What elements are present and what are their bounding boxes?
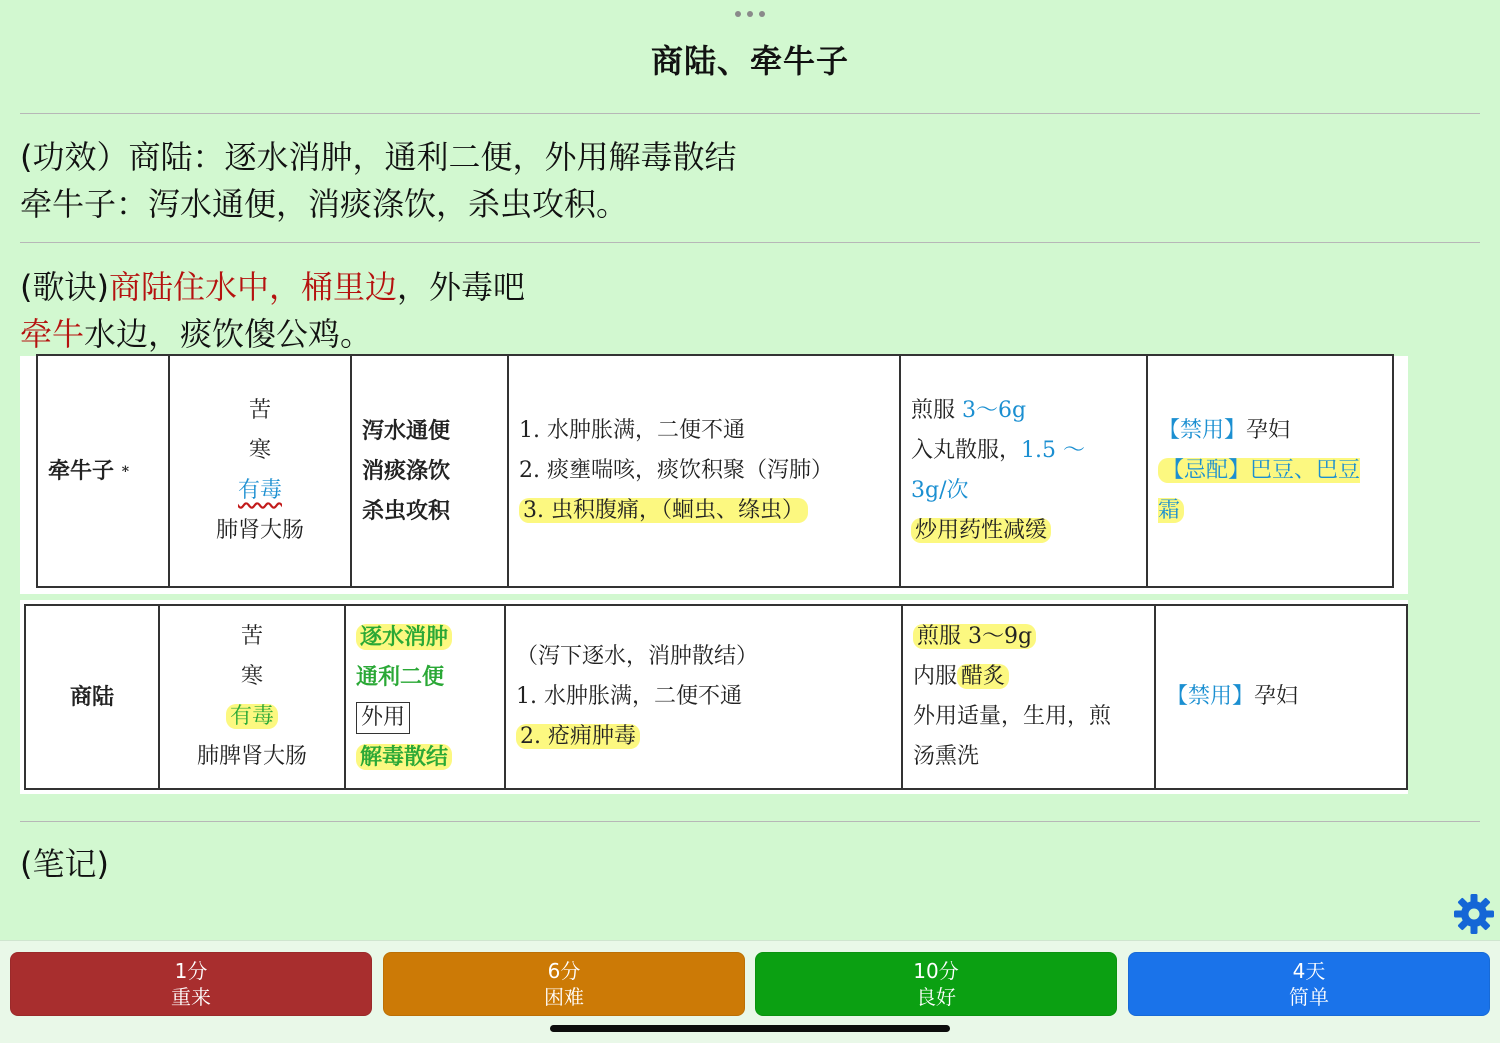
usage-dose: 3～6g xyxy=(962,398,1027,423)
divider xyxy=(20,113,1480,114)
note-tag: 【忌配】 xyxy=(1162,458,1251,483)
indication-item: 2. 痰壅喘咳，痰饮积聚（泻肺） xyxy=(519,458,833,483)
indications-cell xyxy=(508,355,900,587)
property-toxicity-wrap xyxy=(170,697,334,737)
property-toxicity-wrap xyxy=(180,471,340,511)
usage-note: 醋炙 xyxy=(957,664,1009,689)
card-title: 商陆、牵牛子 xyxy=(650,42,849,80)
indication-item: （泻下逐水，消肿散结） xyxy=(516,644,759,669)
indication-item: 1. 水肿胀满，二便不通 xyxy=(519,418,745,443)
usage-dose: 3g/次 xyxy=(911,478,969,503)
hard-interval: 6分 xyxy=(547,959,581,983)
usage-cell xyxy=(902,605,1155,789)
usage-dose: 煎服 3～9g xyxy=(913,624,1036,649)
easy-label: 简单 xyxy=(1289,985,1329,1009)
notes-cell xyxy=(1155,605,1407,789)
note-text: 巴豆、巴豆霜 xyxy=(1158,458,1361,523)
indications-cell xyxy=(505,605,902,789)
usage-text: 入丸散服， xyxy=(911,438,1022,463)
home-indicator[interactable] xyxy=(550,1025,950,1032)
indication-item: 1. 水肿胀满，二便不通 xyxy=(516,684,742,709)
property-nature: 寒 xyxy=(248,438,271,463)
mnemonic-rest-2: 水边，痰饮傻公鸡。 xyxy=(84,315,373,353)
property-cell xyxy=(159,605,345,789)
herb-table-image-1 xyxy=(20,356,1408,594)
effects-cell xyxy=(345,605,505,789)
herb-name-cell xyxy=(25,605,159,789)
usage-text: 外用适量，生用，煎 xyxy=(913,704,1112,729)
effect-item: 通利二便 xyxy=(356,664,445,690)
herb-name-cell xyxy=(37,355,169,587)
good-interval: 10分 xyxy=(913,959,959,983)
dot xyxy=(735,11,741,17)
herb-name: 商陆 xyxy=(69,684,114,710)
easy-button[interactable] xyxy=(1128,952,1490,1016)
herb-table-qianniuzi xyxy=(36,354,1394,588)
herb-table-image-2 xyxy=(20,600,1408,794)
usage-note: 炒用药性减缓 xyxy=(911,518,1051,543)
effect-wrap xyxy=(356,737,494,777)
good-button[interactable] xyxy=(755,952,1117,1016)
notes-label: (笔记) xyxy=(20,845,109,883)
notes-cell xyxy=(1147,355,1393,587)
usage-text: 内服 xyxy=(913,664,958,689)
easy-interval: 4天 xyxy=(1292,959,1326,983)
property-taste: 苦 xyxy=(240,624,263,649)
gear-icon[interactable] xyxy=(1453,893,1495,935)
property-toxicity: 有毒 xyxy=(226,704,278,729)
gear-icon-svg xyxy=(1453,893,1495,935)
note-tag: 【禁用】 xyxy=(1158,418,1247,443)
usage-text: 汤熏洗 xyxy=(913,744,980,769)
good-label: 良好 xyxy=(916,985,956,1009)
note-text: 孕妇 xyxy=(1246,418,1291,443)
indication-item: 3. 虫积腹痛，（蛔虫、绦虫） xyxy=(519,498,808,523)
herb-name: 牵牛子 xyxy=(48,457,115,484)
property-meridian: 肺脾肾大肠 xyxy=(196,744,307,769)
note-wrap xyxy=(1158,451,1382,531)
indication-item-wrap xyxy=(519,491,889,531)
mnemonic-prefix: (歌诀) xyxy=(20,268,109,306)
more-dots-icon[interactable] xyxy=(735,8,765,20)
property-toxicity: 有毒 xyxy=(237,478,282,503)
effect-wrap xyxy=(356,697,494,737)
herb-name-mark: * xyxy=(121,463,130,480)
effect-item: 杀虫攻积 xyxy=(362,498,451,524)
usage-dose: 1.5 ～ xyxy=(1021,438,1085,463)
divider xyxy=(20,242,1480,243)
effect-item: 解毒散结 xyxy=(356,744,452,770)
mnemonic-rest-1: ，外毒吧 xyxy=(397,268,526,306)
usage-cell xyxy=(900,355,1147,587)
note-text: 孕妇 xyxy=(1254,684,1299,709)
usage-text: 煎服 xyxy=(911,398,962,423)
property-nature: 寒 xyxy=(240,664,263,689)
effect-item: 泻水通便 xyxy=(362,418,451,444)
efficacy-line-2: 牵牛子：泻水通便，消痰涤饮，杀虫攻积。 xyxy=(20,185,629,223)
indication-item: 2. 疮痈肿毒 xyxy=(516,724,640,749)
mnemonic-line-1 xyxy=(20,263,525,311)
again-label: 重来 xyxy=(171,985,211,1009)
mnemonic-red-1: 商陆住水中，桶里边 xyxy=(108,268,397,306)
property-cell xyxy=(169,355,351,587)
effect-item: 消痰涤饮 xyxy=(362,458,451,484)
mnemonic-line-2 xyxy=(20,310,372,358)
note-tag: 【禁用】 xyxy=(1166,684,1255,709)
effect-wrap xyxy=(356,617,494,657)
property-taste: 苦 xyxy=(248,398,271,423)
again-button[interactable] xyxy=(10,952,372,1016)
usage-note-wrap xyxy=(911,511,1136,551)
effect-external-tag: 外用 xyxy=(356,702,410,734)
efficacy-line-1: (功效）商陆：逐水消肿，通利二便，外用解毒散结 xyxy=(20,138,737,176)
usage-wrap xyxy=(913,617,1144,657)
divider xyxy=(20,821,1480,822)
dot xyxy=(747,11,753,17)
property-meridian: 肺肾大肠 xyxy=(215,518,304,543)
dot xyxy=(759,11,765,17)
effect-item: 逐水消肿 xyxy=(356,624,452,650)
herb-table-shanglu xyxy=(24,604,1408,790)
mnemonic-red-2: 牵牛 xyxy=(20,315,85,353)
effects-cell xyxy=(351,355,508,587)
again-interval: 1分 xyxy=(174,959,208,983)
hard-button[interactable] xyxy=(383,952,745,1016)
hard-label: 困难 xyxy=(544,985,584,1009)
indication-item-wrap xyxy=(516,717,891,757)
